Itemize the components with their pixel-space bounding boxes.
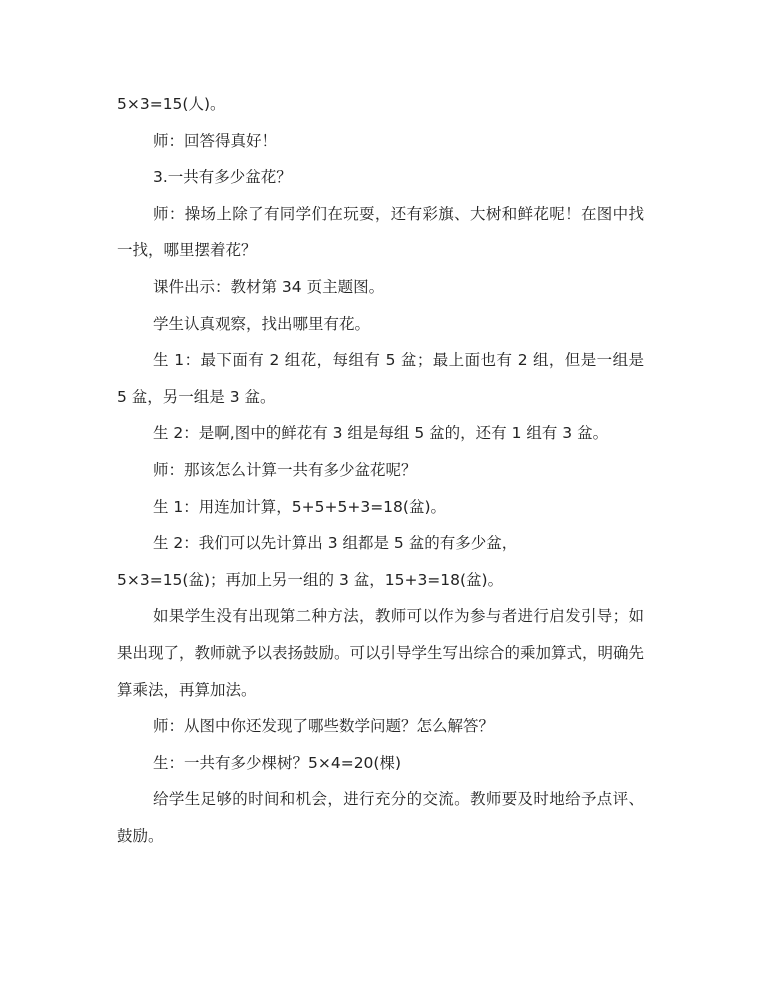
document-body <box>117 86 644 854</box>
paragraph-6: 学生认真观察，找出哪里有花。 <box>153 314 371 333</box>
paragraph-15: 生：一共有多少棵树？5×4=20(棵) <box>153 753 402 772</box>
paragraph-13: 如果学生没有出现第二种方法，教师可以作为参与者进行启发引导；如果出现了，教师就予以表扬鼓励。可以引导学生写出综合的乘加算式，明确先算乘法，再算加法。 <box>117 607 645 699</box>
paragraph-4: 师：操场上除了有同学们在玩耍，还有彩旗、大树和鲜花呢！在图中找一找，哪里摆着花？ <box>117 204 644 260</box>
paragraph-8: 生 2：是啊,图中的鲜花有 3 组是每组 5 盆的，还有 1 组有 3 盆。 <box>153 424 609 443</box>
paragraph-12: 5×3=15(盆)；再加上另一组的 3 盆，15+3=18(盆)。 <box>117 570 504 589</box>
paragraph-11: 生 2：我们可以先计算出 3 组都是 5 盆的有多少盆， <box>153 534 518 553</box>
paragraph-16: 给学生足够的时间和机会，进行充分的交流。教师要及时地给予点评、鼓励。 <box>117 790 644 845</box>
paragraph-10: 生 1：用连加计算，5+5+5+3=18(盆)。 <box>153 497 447 516</box>
paragraph-3: 3.一共有多少盆花？ <box>153 168 292 187</box>
paragraph-7: 生 1：最下面有 2 组花，每组有 5 盆；最上面也有 2 组，但是一组是 5 盆，另一组是 3 盆。 <box>117 351 644 406</box>
paragraph-5: 课件出示：教材第 34 页主题图。 <box>153 277 385 296</box>
paragraph-1: 5×3=15(人)。 <box>117 95 226 113</box>
paragraph-9: 师：那该怎么计算一共有多少盆花呢？ <box>153 460 417 479</box>
paragraph-14: 师：从图中你还发现了哪些数学问题？怎么解答？ <box>153 717 495 736</box>
paragraph-2: 师：回答得真好！ <box>153 131 278 150</box>
